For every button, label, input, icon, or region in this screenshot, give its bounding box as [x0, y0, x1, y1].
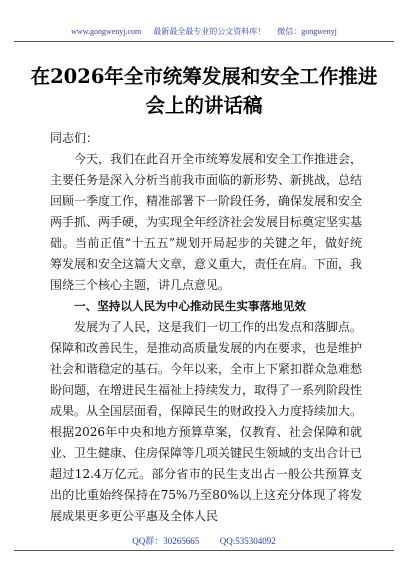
header-slogan: 最新最全最专业的公文资料库！	[153, 27, 266, 36]
page-header	[0, 26, 408, 37]
qq-group-link[interactable]: QQ群：30265665	[132, 536, 200, 546]
header-divider	[14, 41, 394, 42]
wechat-label: 微信：gongwenyj	[277, 27, 337, 36]
document-title	[30, 62, 378, 120]
qq-link[interactable]: QQ:535304092	[219, 536, 276, 546]
paragraph-livelihood: 发展为了人民，这是我们一切工作的出发点和落脚点。保障和改善民生，是推动高质量发展的内在要求，也是维护社会和谐稳定的基石。今年以来，全市上下紧扣群众急难愁盼问题，在增进民生福祉上持续发力，取得了一系列阶段性成果。从全国层面看，保障民生的财政投入力度持续加大。根据2026年中央和地方预算草案，仅教育、社会保障和就业、卫生健康、住房保障等几项关键民生领域的支出合计已超过12.4万亿元。部分省市的民生支出占一般公共预算支出的比重始终保持在75%乃至80%以上这充分体现了将发展成果更多更公平惠及全体人民	[50, 320, 363, 523]
page-footer	[0, 534, 408, 547]
site-url-link[interactable]: www.gongwenyj.com	[71, 27, 142, 36]
salutation: 同志们：	[50, 131, 99, 145]
footer-divider	[14, 550, 394, 551]
title-line-2: 会上的讲话稿	[145, 94, 263, 117]
title-line-1: 在2026年全市统筹发展和安全工作推进	[30, 65, 378, 88]
paragraph-intro: 今天，我们在此召开全市统筹发展和安全工作推进会，主要任务是深入分析当前我市面临的新形势、新挑战，总结回顾一季度工作，精准部署下一阶段任务，确保发展和安全两手抓、两手硬，为实现全年经济社会发展目标奠定坚实基础。当前正值“十五五”规划开局起步的关键之年，做好统筹发展和安全这篇大文章，意义重大，责任在肩。下面，我围绕三个核心主题，讲几点意见。	[50, 152, 363, 292]
section-heading-1: 一、坚持以人民为中心推动民生实事落地见效	[74, 299, 306, 313]
document-body	[50, 128, 362, 527]
